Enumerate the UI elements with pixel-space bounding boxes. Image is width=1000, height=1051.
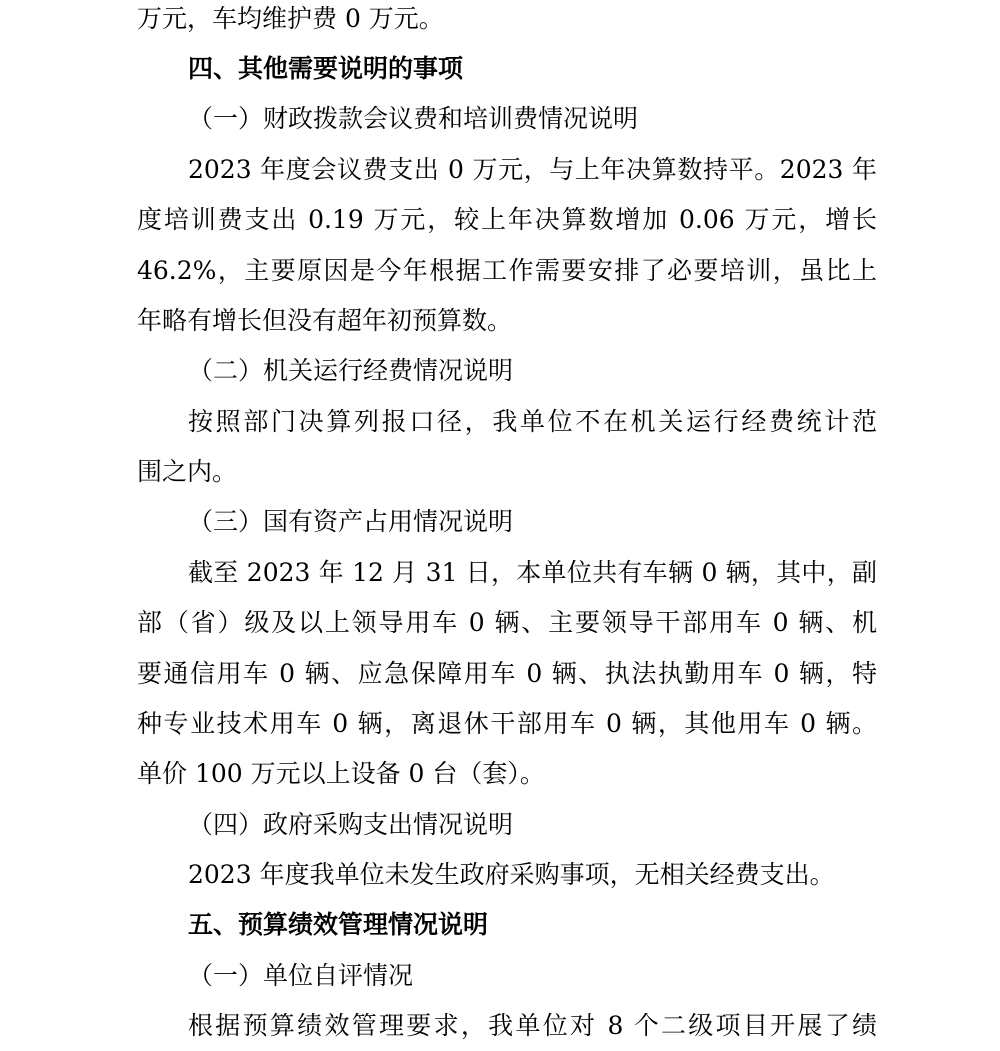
paragraph-line: 46.2%，主要原因是今年根据工作需要安排了必要培训，虽比上 [137, 256, 877, 285]
subsection-heading: （一）单位自评情况 [188, 961, 414, 990]
paragraph-line: 按照部门决算列报口径，我单位不在机关运行经费统计范 [188, 407, 877, 436]
subsection-heading: （一）财政拨款会议费和培训费情况说明 [188, 104, 639, 133]
paragraph-line: 2023 年度我单位未发生政府采购事项，无相关经费支出。 [188, 860, 835, 889]
paragraph-line: 要通信用车 0 辆、应急保障用车 0 辆、执法执勤用车 0 辆，特 [137, 659, 877, 688]
paragraph-line: 单价 100 万元以上设备 0 台（套）。 [137, 759, 545, 788]
section-heading-5: 五、预算绩效管理情况说明 [188, 910, 489, 939]
subsection-heading: （三）国有资产占用情况说明 [188, 507, 514, 536]
paragraph-line: 部（省）级及以上领导用车 0 辆、主要领导干部用车 0 辆、机 [137, 608, 877, 637]
paragraph-line: 2023 年度会议费支出 0 万元，与上年决算数持平。2023 年 [188, 155, 877, 184]
paragraph-line: 围之内。 [137, 457, 238, 486]
paragraph-line: 年略有增长但没有超年初预算数。 [137, 306, 513, 335]
paragraph-line: 万元，车均维护费 0 万元。 [137, 4, 444, 33]
paragraph-line: 种专业技术用车 0 辆，离退休干部用车 0 辆，其他用车 0 辆。 [137, 709, 877, 738]
section-heading-4: 四、其他需要说明的事项 [188, 54, 464, 83]
paragraph-line: 度培训费支出 0.19 万元，较上年决算数增加 0.06 万元，增长 [137, 205, 877, 234]
paragraph-line: 截至 2023 年 12 月 31 日，本单位共有车辆 0 辆，其中，副 [188, 558, 877, 587]
subsection-heading: （二）机关运行经费情况说明 [188, 356, 514, 385]
subsection-heading: （四）政府采购支出情况说明 [188, 810, 514, 839]
paragraph-line: 根据预算绩效管理要求，我单位对 8 个二级项目开展了绩 [188, 1011, 877, 1040]
